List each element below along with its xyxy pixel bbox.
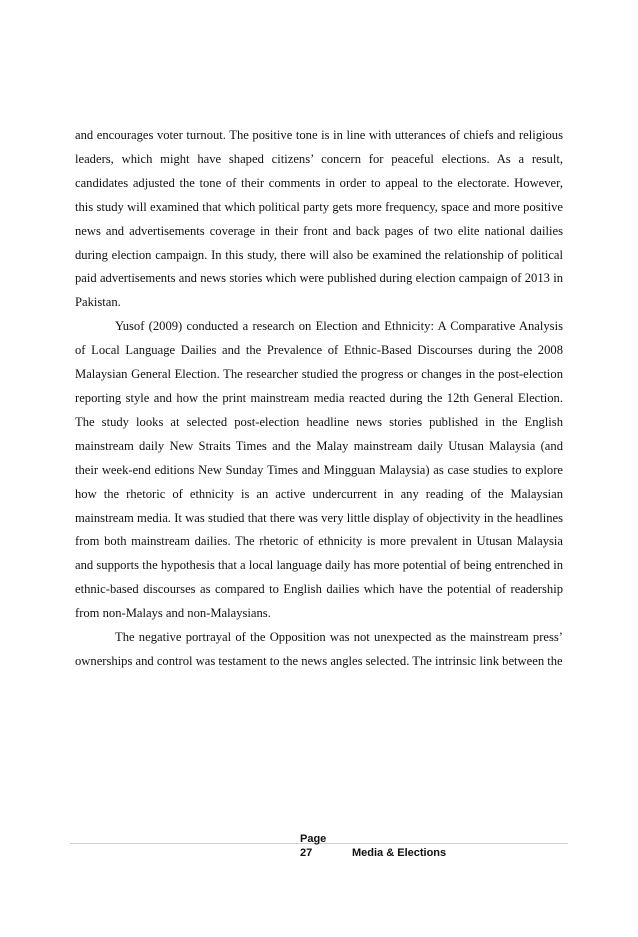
footer-page-number [300,832,326,860]
footer-page-value: 27 [300,847,313,859]
footer-page-label: Page [300,833,327,845]
footer-document-title: Media & Elections [352,847,447,859]
body-text [75,124,563,674]
paragraph-continuation: and encourages voter turnout. The positive tone is in line with utterances of chiefs and religious leaders, which might have shaped citizens’ concern for peaceful elections. As a result, candidates adjusted the tone of their comments in order to appeal to the electorate. However, this study will examined that which political party gets more frequency, space and more positive news and advertisements coverage in their front and back pages of two elite national dailies during election campaign. In this study, there will also be examined the relationship of political paid advertisements and news stories which were published during election campaign of 2013 in Pakistan. [75,128,563,310]
paragraph-yusof-study: Yusof (2009) conducted a research on Election and Ethnicity: A Comparative Analysis of Local Language Dailies and the Prevalence of Ethnic-Based Discourses during the 2008 Malaysian General Election. The researcher studied the progress or changes in the post-election reporting style and how the print mainstream media reacted during the 12th General Election. The study looks at selected post-election headline news stories published in the English mainstream daily New Straits Times and the Malay mainstream daily Utusan Malaysia (and their week-end editions New Sunday Times and Mingguan Malaysia) as case studies to explore how the rhetoric of ethnicity is an active undercurrent in any reading of the Malaysian mainstream media. It was studied that there was very little display of objectivity in the headlines from both mainstream dailies. The rhetoric of ethnicity is more prevalent in Utusan Malaysia and supports the hypothesis that a local language daily has more potential of being entrenched in ethnic-based discourses as compared to English dailies which have the potential of readership from non-Malays and non-Malaysians. [75,319,563,621]
paragraph-negative-portrayal: The negative portrayal of the Opposition was not unexpected as the mainstream press’ ownerships and control was testament to the news angles selected. The intrinsic link between the [75,630,563,668]
